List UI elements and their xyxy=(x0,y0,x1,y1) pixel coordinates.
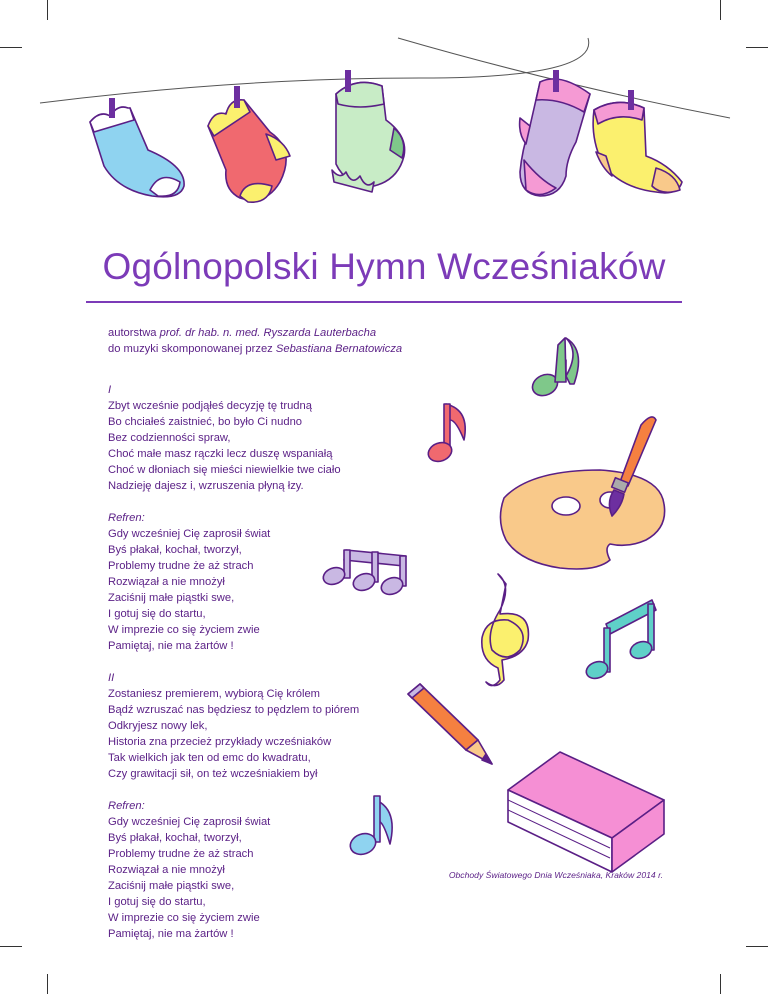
sock-blue-icon xyxy=(90,98,184,197)
page-title: Ogólnopolski Hymn Wcześniaków xyxy=(102,246,666,287)
sock-green-icon xyxy=(332,70,405,192)
lyric-line: I gotuj się do startu, xyxy=(108,896,206,908)
author-prefix: autorstwa xyxy=(108,327,160,339)
sock-lavender-icon xyxy=(520,70,590,196)
refrain-2 xyxy=(108,798,359,942)
lyric-line: Bądź wzruszać nas będziesz to pędzlem to piórem xyxy=(108,704,360,716)
lyric-line: Bez codzienności spraw, xyxy=(108,432,231,444)
stanza-tag: I xyxy=(108,384,112,396)
lyric-line: Historia zna przecież przykłady wcześniaków xyxy=(108,736,332,748)
lyric-line: Pamiętaj, nie ma żartów ! xyxy=(108,928,234,940)
title-divider xyxy=(86,301,682,303)
music-note-green-icon xyxy=(529,338,579,400)
stanza-1 xyxy=(108,382,359,494)
lyric-line: Gdy wcześniej Cię zaprosił świat xyxy=(108,528,271,540)
lyrics xyxy=(108,382,359,958)
lyric-line: Zbyt wcześnie podjąłeś decyzję tę trudną xyxy=(108,400,312,412)
event-footer: Obchody Światowego Dnia Wcześniaka, Kraków 2014 r. xyxy=(448,870,663,880)
lyric-line: Rozwiązał a nie mnożył xyxy=(108,576,225,588)
lyric-line: Zaciśnij małe piąstki swe, xyxy=(108,592,235,604)
stanza-tag: II xyxy=(108,672,115,684)
lyric-line: Rozwiązał a nie mnożył xyxy=(108,864,225,876)
lyric-line: Byś płakał, kochał, tworzył, xyxy=(108,832,242,844)
author-line xyxy=(108,325,402,341)
lyric-line: Choć małe masz rączki lecz duszę wspaniałą xyxy=(108,448,333,460)
lyric-line: Zostaniesz premierem, wybiorą Cię królem xyxy=(108,688,321,700)
pencil-icon xyxy=(408,684,492,764)
lyric-line: Odkryjesz nowy lek, xyxy=(108,720,208,732)
stanza-2 xyxy=(108,670,359,782)
lyric-line: Nadzieję dajesz i, wzruszenia płyną łzy. xyxy=(108,480,304,492)
lyric-line: Zaciśnij małe piąstki swe, xyxy=(108,880,235,892)
stanza-tag: Refren: xyxy=(108,512,145,524)
composer-name: Sebastiana Bernatowicza xyxy=(275,343,403,355)
lyric-line: Gdy wcześniej Cię zaprosił świat xyxy=(108,816,271,828)
book-icon xyxy=(508,752,664,872)
sock-red-icon xyxy=(208,86,290,202)
lyric-line: Bo chciałeś zaistnieć, bo było Ci nudno xyxy=(108,416,303,428)
beamed-notes-teal-icon xyxy=(584,600,656,681)
stanza-tag: Refren: xyxy=(108,800,145,812)
lyric-line: Choć w dłoniach się mieści niewielkie twe ciało xyxy=(108,464,341,476)
lyric-line: Pamiętaj, nie ma żartów ! xyxy=(108,640,234,652)
lyric-line: Tak wielkich jak ten od emc do kwadratu, xyxy=(108,752,311,764)
author-name: prof. dr hab. n. med. Ryszarda Lauterbacha xyxy=(159,327,377,339)
lyric-line: W imprezie co się życiem zwie xyxy=(108,912,260,924)
refrain-1 xyxy=(108,510,359,654)
lyric-line: Problemy trudne że aż strach xyxy=(108,848,254,860)
credits xyxy=(108,325,402,357)
lyric-line: Czy grawitacji sił, on też wcześniakiem był xyxy=(108,768,318,780)
lyric-line: Problemy trudne że aż strach xyxy=(108,560,254,572)
treble-clef-icon xyxy=(482,574,529,686)
music-note-red-icon xyxy=(426,404,466,465)
composer-line xyxy=(108,341,402,357)
lyric-line: W imprezie co się życiem zwie xyxy=(108,624,260,636)
paint-palette-icon xyxy=(500,470,664,569)
lyric-line: I gotuj się do startu, xyxy=(108,608,206,620)
composer-prefix: do muzyki skomponowanej przez xyxy=(108,343,276,355)
lyric-line: Byś płakał, kochał, tworzył, xyxy=(108,544,242,556)
